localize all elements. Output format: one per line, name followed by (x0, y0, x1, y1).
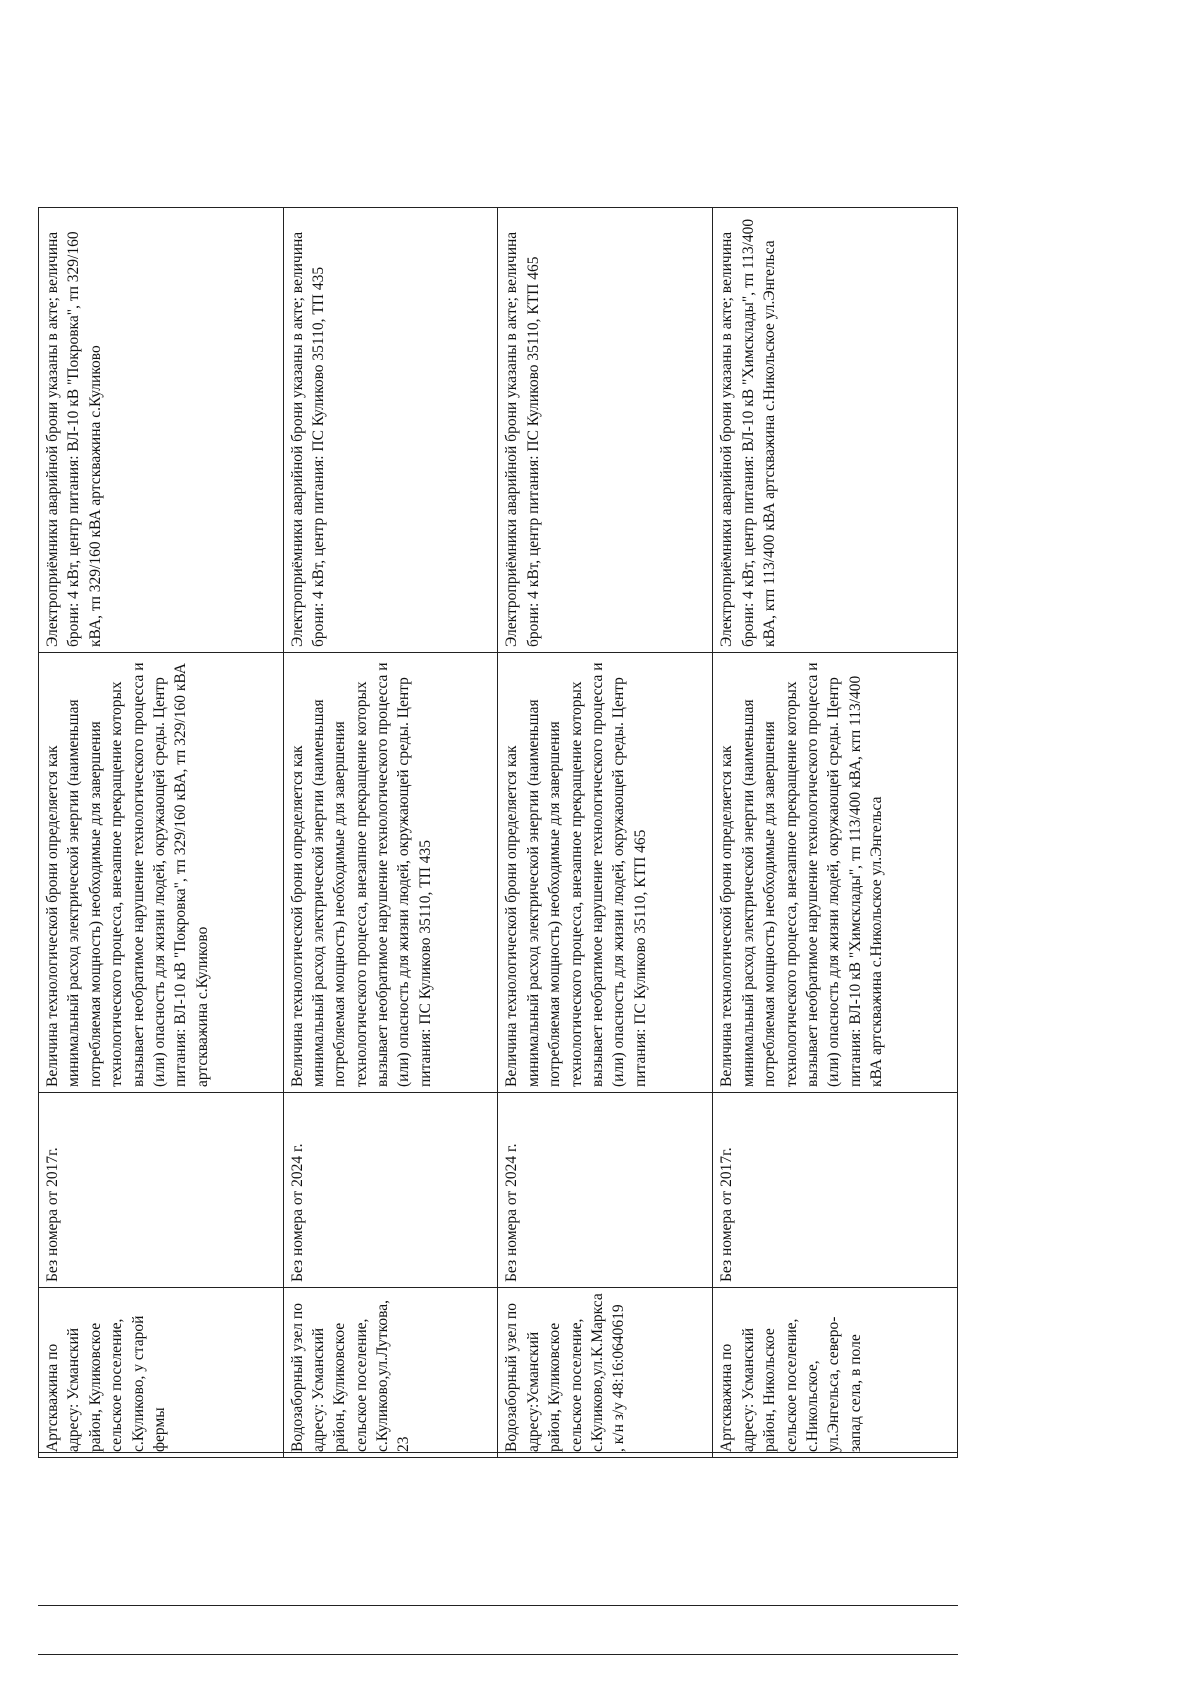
table-row (713, 208, 958, 1458)
table-row (283, 208, 498, 1458)
reservation-table (38, 207, 958, 1458)
horizontal-rule (38, 1654, 958, 1655)
object-cell: Артскважина по адресу: Усманский район, Куликовское сельское поселение, с.Куликово, у старой фермы (39, 1288, 284, 1458)
object-cell: Водозаборный узел по адресу:Усманский район, Куликовское сельское поселение, с.Куликово,ул.К.Маркса, к/н з/у 48:16:0640619 (498, 1288, 713, 1458)
technological-reserve-cell: Величина технологической брони определяется как минимальный расход электрической энергии (наименьшая потребляемая мощность) необходимые для завершения технологического процесса, внезапное прекращение которых вызывает необратимое нарушение технологического процесса и (или) опасность для жизни людей, окружающей среды. Центр питания: ВЛ-10 кВ "Покровка", тп 329/160 кВА, тп 329/160 кВА артскважина с.Куликово (39, 653, 284, 1093)
object-cell: Водозаборный узел по адресу: Усманский район, Куликовское сельское поселение, с.Куликово,ул.Луткова, 23 (283, 1288, 498, 1458)
emergency-reserve-cell: Электроприёмники аварийной брони указаны в акте; величина брони: 4 кВт, центр питания: ПС Куликово 35110, КТП 465 (498, 208, 713, 653)
emergency-reserve-cell: Электроприёмники аварийной брони указаны в акте; величина брони: 4 кВт, центр питания: ВЛ-10 кВ "Химсклады", тп 113/400 кВА, ктп 113/400 кВА артскважина с.Никольское ул.Энгельса (713, 208, 958, 653)
technological-reserve-cell: Величина технологической брони определяется как минимальный расход электрической энергии (наименьшая потребляемая мощность) необходимые для завершения технологического процесса, внезапное прекращение которых вызывает необратимое нарушение технологического процесса и (или) опасность для жизни людей, окружающей среды. Центр питания: ВЛ-10 кВ "Химсклады", тп 113/400 кВА, ктп 113/400 кВА артскважина с.Никольское ул.Энгельса (713, 653, 958, 1093)
emergency-reserve-cell: Электроприёмники аварийной брони указаны в акте; величина брони: 4 кВт, центр питания: ВЛ-10 кВ "Покровка", тп 329/160 кВА, тп 329/160 кВА артскважина с.Куликово (39, 208, 284, 653)
technological-reserve-cell: Величина технологической брони определяется как минимальный расход электрической энергии (наименьшая потребляемая мощность) необходимые для завершения технологического процесса, внезапное прекращение которых вызывает необратимое нарушение технологического процесса и (или) опасность для жизни людей, окружающей среды. Центр питания: ПС Куликово 35110, КТП 465 (498, 653, 713, 1093)
act-cell: Без номера от 2024 г. (498, 1093, 713, 1288)
horizontal-rule (38, 1452, 958, 1453)
act-cell: Без номера от 2024 г. (283, 1093, 498, 1288)
technological-reserve-cell: Величина технологической брони определяется как минимальный расход электрической энергии (наименьшая потребляемая мощность) необходимые для завершения технологического процесса, внезапное прекращение которых вызывает необратимое нарушение технологического процесса и (или) опасность для жизни людей, окружающей среды. Центр питания: ПС Куликово 35110, ТП 435 (283, 653, 498, 1093)
act-cell: Без номера от 2017г. (39, 1093, 284, 1288)
table-row (39, 208, 284, 1458)
horizontal-rule (38, 1605, 958, 1606)
object-cell: Артскважина по адресу: Усманский район, Никольское сельское поселение, с.Никольское, ул.Энгельса, северо-запад села, в поле (713, 1288, 958, 1458)
act-cell: Без номера от 2017г. (713, 1093, 958, 1288)
table-row (498, 208, 713, 1458)
rotated-table-container (38, 208, 958, 1458)
emergency-reserve-cell: Электроприёмники аварийной брони указаны в акте; величина брони: 4 кВт, центр питания: ПС Куликово 35110, ТП 435 (283, 208, 498, 653)
